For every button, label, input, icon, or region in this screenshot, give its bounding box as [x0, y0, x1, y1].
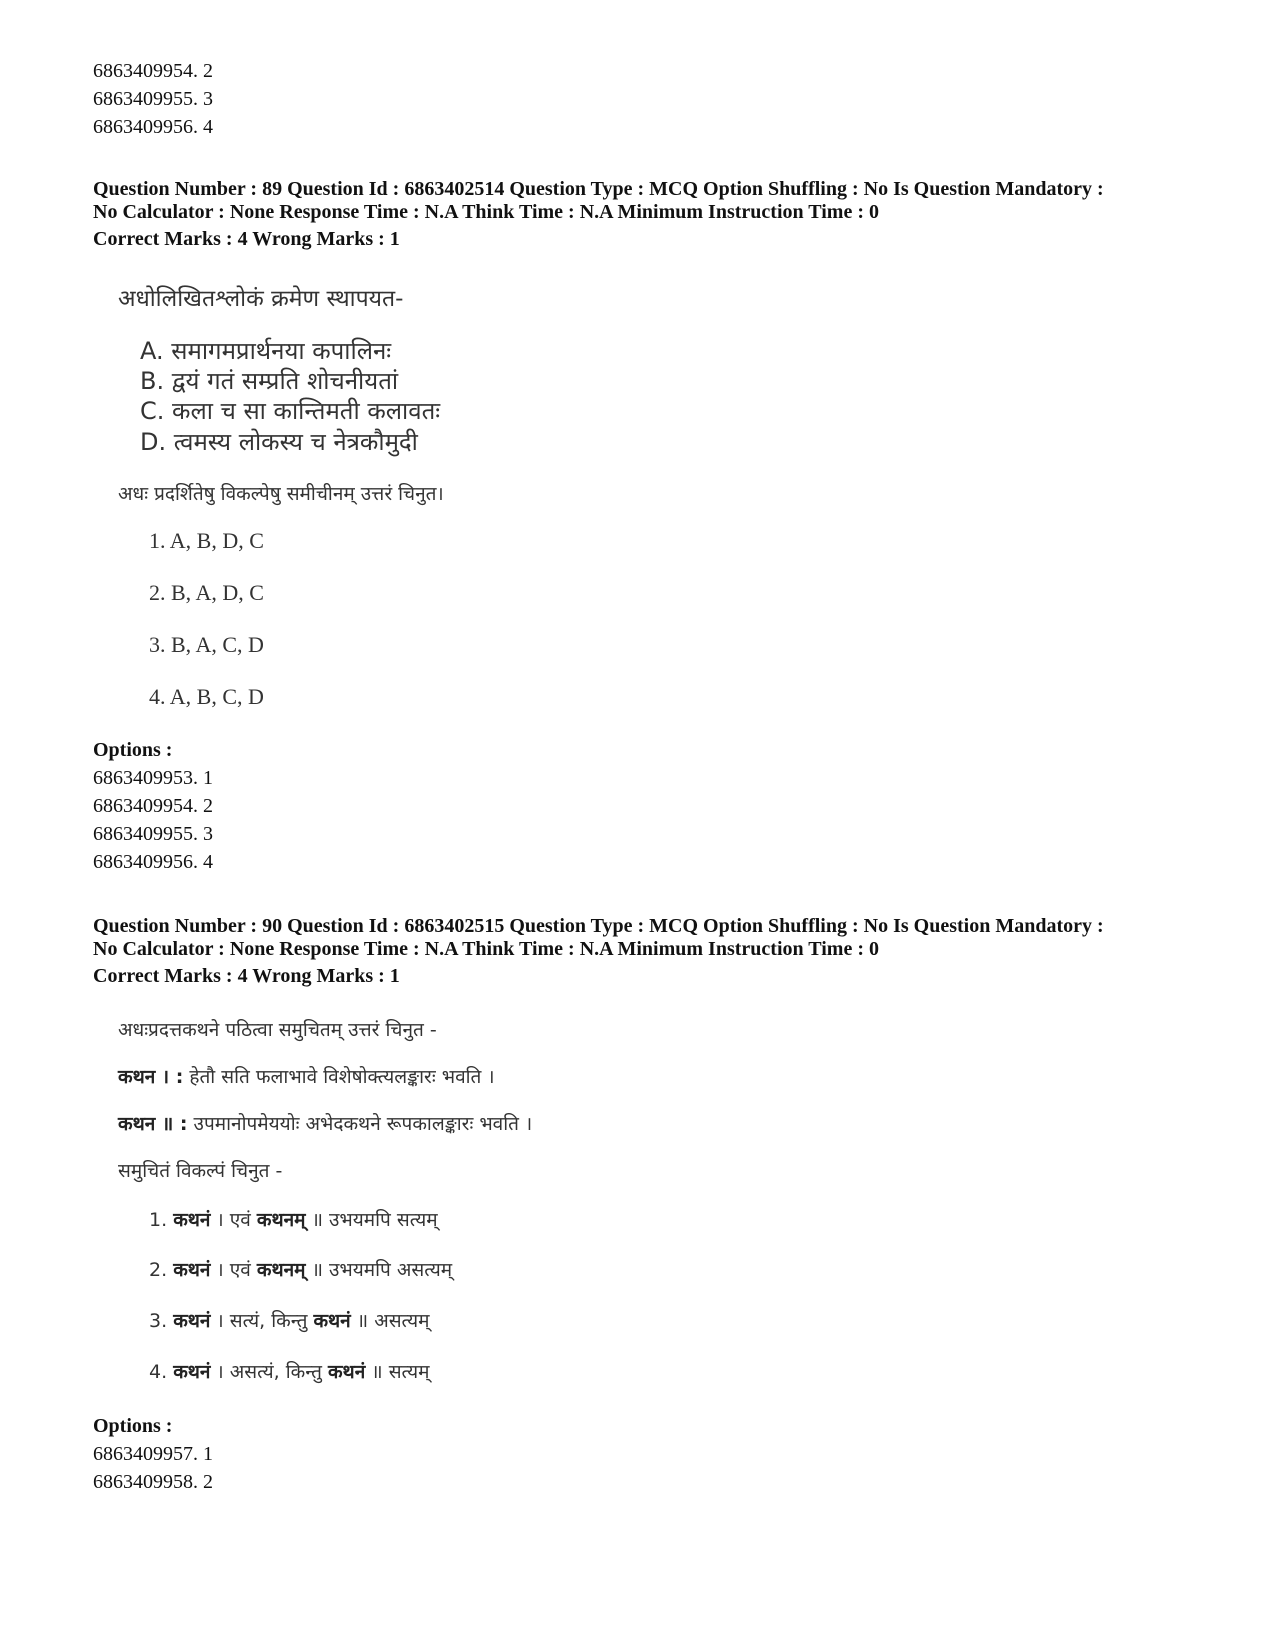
q89-item-c [140, 394, 440, 427]
choice-keyword: कथनम् [256, 1259, 306, 1281]
choice-text: । सत्यं, किन्तु [216, 1310, 308, 1332]
option-line: 6863409953. 1 [93, 767, 213, 789]
q90-instruction: अधःप्रदत्तकथने पठित्वा समुचितम् उत्तरं चिनुत - [118, 1019, 437, 1041]
choice-number: 3. [149, 1310, 168, 1332]
q90-statement-2 [118, 1110, 532, 1136]
q90-prompt: समुचितं विकल्पं चिनुत - [118, 1160, 283, 1182]
choice-text: ॥ उभयमपि सत्यम् [311, 1209, 438, 1231]
q90-meta-line2: No Calculator : None Response Time : N.A Think Time : N.A Minimum Instruction Time : 0 [93, 938, 879, 960]
choice-keyword: कथनम् [256, 1209, 306, 1231]
choice-number: 2. [149, 1259, 168, 1281]
statement-label: कथन ॥ : [118, 1113, 188, 1135]
option-line: 6863409956. 4 [93, 116, 213, 138]
option-line: 6863409955. 3 [93, 88, 213, 110]
q90-choice-4 [149, 1358, 429, 1384]
choice-number: 4. [149, 1361, 168, 1383]
item-text: कला च सा कान्तिमती कलावतः [172, 397, 441, 425]
q89-item-b [140, 364, 398, 397]
choice-keyword: कथनं [327, 1361, 366, 1383]
q89-item-a [140, 334, 391, 367]
item-label: C. [140, 397, 165, 425]
option-line: 6863409958. 2 [93, 1471, 213, 1493]
q89-choice-3: 3. B, A, C, D [149, 632, 264, 657]
option-line: 6863409957. 1 [93, 1443, 213, 1465]
q89-prompt: अधः प्रदर्शितेषु विकल्पेषु समीचीनम् उत्तरं चिनुत। [118, 483, 444, 505]
choice-text: ॥ असत्यम् [356, 1310, 430, 1332]
option-line: 6863409954. 2 [93, 795, 213, 817]
statement-text: हेतौ सति फलाभावे विशेषोक्त्यलङ्कारः भवति । [189, 1066, 495, 1088]
choice-text: । एवं [216, 1259, 251, 1281]
statement-text: उपमानोपमेययोः अभेदकथने रूपकालङ्कारः भवति । [193, 1113, 533, 1135]
item-text: द्वयं गतं सम्प्रति शोचनीयतां [171, 367, 399, 395]
q90-options-label: Options : [93, 1415, 173, 1437]
q90-statement-1 [118, 1063, 495, 1089]
item-text: समागमप्रार्थनया कपालिनः [171, 337, 392, 365]
choice-text: । असत्यं, किन्तु [216, 1361, 322, 1383]
choice-keyword: कथनं [173, 1259, 211, 1281]
q90-meta-line1: Question Number : 90 Question Id : 6863402515 Question Type : MCQ Option Shuffling : No Is Question Mandatory : [93, 915, 1104, 937]
q89-meta-line1: Question Number : 89 Question Id : 6863402514 Question Type : MCQ Option Shuffling : No Is Question Mandatory : [93, 178, 1104, 200]
item-label: B. [140, 367, 165, 395]
q89-meta-line2: No Calculator : None Response Time : N.A Think Time : N.A Minimum Instruction Time : 0 [93, 201, 879, 223]
q89-choice-4: 4. A, B, C, D [149, 684, 264, 709]
item-label: A. [140, 337, 164, 365]
option-line: 6863409955. 3 [93, 823, 213, 845]
item-label: D. [140, 428, 167, 456]
item-text: त्वमस्य लोकस्य च नेत्रकौमुदी [173, 428, 418, 456]
choice-text: ॥ सत्यम् [371, 1361, 430, 1383]
q89-item-d [140, 425, 418, 458]
q90-marks: Correct Marks : 4 Wrong Marks : 1 [93, 965, 400, 987]
choice-text: । एवं [216, 1209, 251, 1231]
q90-choice-2 [149, 1256, 452, 1282]
q89-marks: Correct Marks : 4 Wrong Marks : 1 [93, 228, 400, 250]
q89-options-label: Options : [93, 739, 173, 761]
q89-choice-1: 1. A, B, D, C [149, 528, 264, 553]
statement-label: कथन । : [118, 1066, 184, 1088]
choice-keyword: कथनं [173, 1310, 211, 1332]
q89-instruction: अधोलिखितश्लोकं क्रमेण स्थापयत- [118, 286, 404, 312]
q89-choice-2: 2. B, A, D, C [149, 580, 264, 605]
choice-number: 1. [149, 1209, 168, 1231]
choice-text: ॥ उभयमपि असत्यम् [311, 1259, 453, 1281]
choice-keyword: कथनं [313, 1310, 351, 1332]
option-line: 6863409956. 4 [93, 851, 213, 873]
option-line: 6863409954. 2 [93, 60, 213, 82]
choice-keyword: कथनं [173, 1209, 211, 1231]
choice-keyword: कथनं [173, 1361, 211, 1383]
q90-choice-3 [149, 1307, 429, 1333]
q90-choice-1 [149, 1206, 438, 1232]
